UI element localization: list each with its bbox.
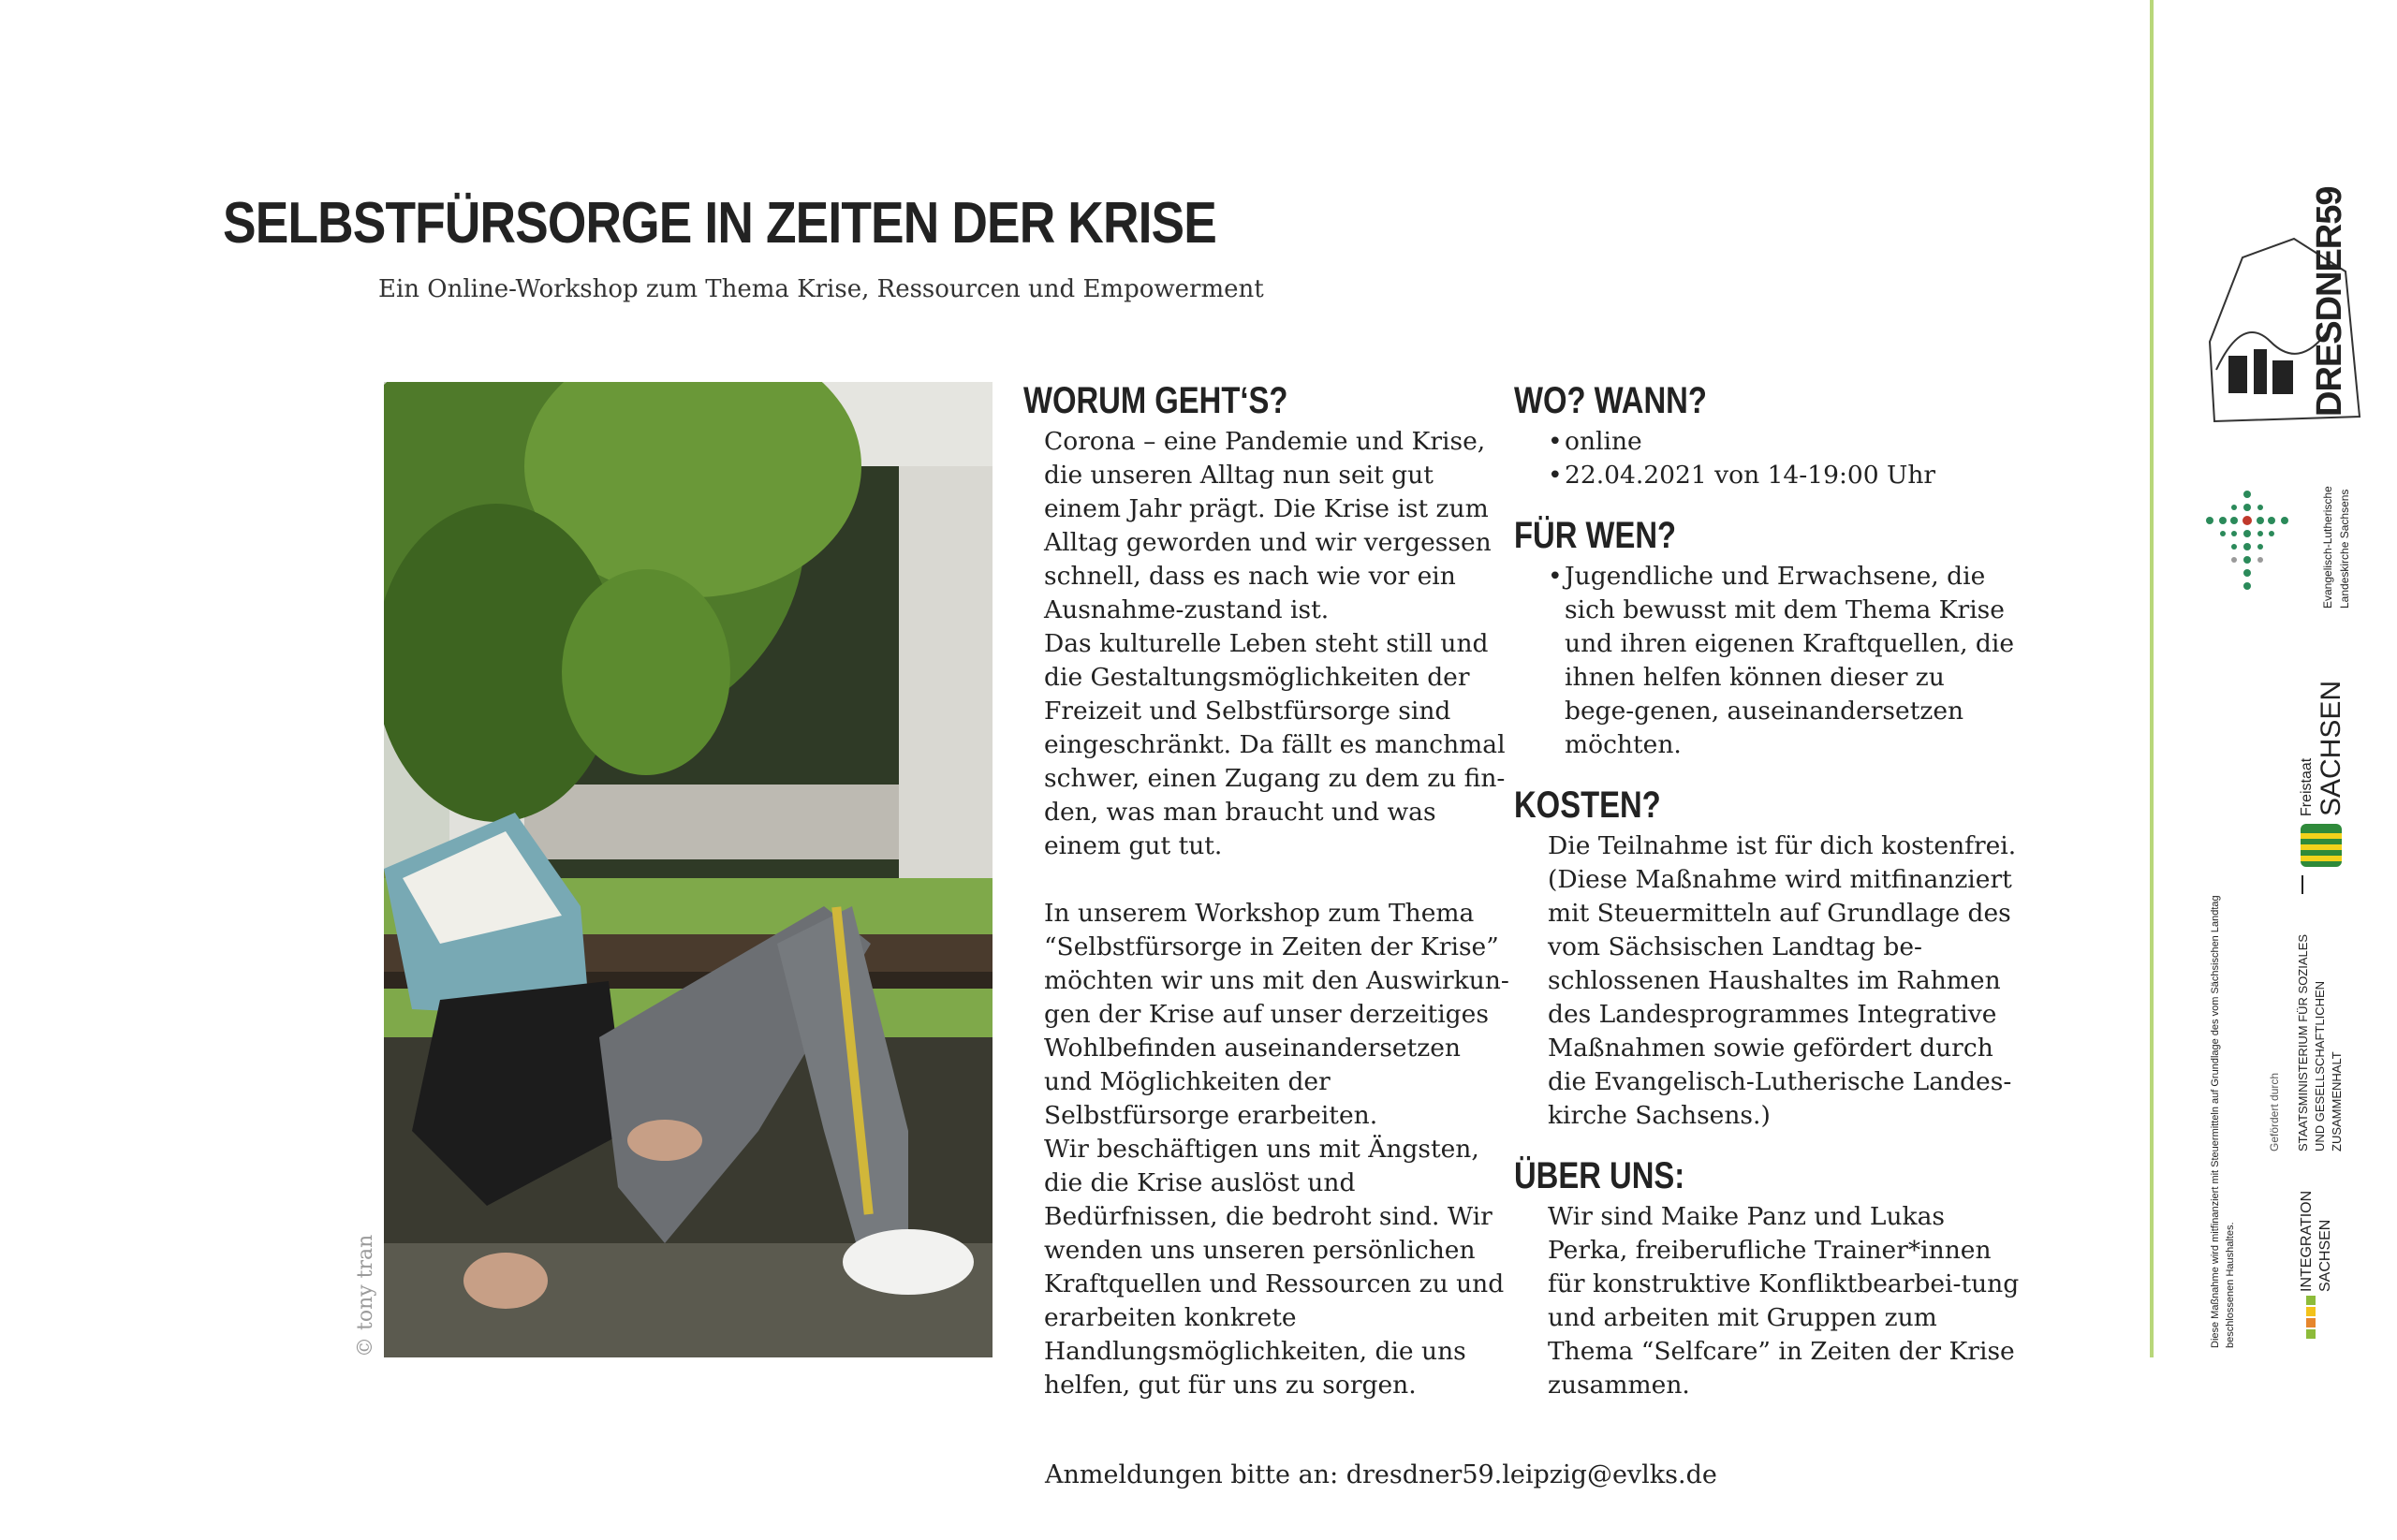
page-title: SELBSTFÜRSORGE IN ZEITEN DER KRISE <box>223 191 1216 256</box>
dresdner59-logo <box>2205 186 2364 426</box>
info-column <box>1514 382 2020 1427</box>
worum-paragraph: Corona – eine Pandemie und Krise, die unseren Alltag nun seit gut einem Jahr prägt. Die Krise ist zum Alltag geworden und wir vergessen schnell, dass es nach wie vor ein Ausnahme-zustand ist. <box>1044 427 1492 624</box>
kosten-section <box>1514 786 2020 1133</box>
hero-photo <box>384 382 993 1357</box>
worum-paragraph: Wir beschäftigen uns mit Ängsten, die die Krise auslöst und Bedürfnissen, die bedroht sind. Wir wenden uns unseren persönlichen Kraftquellen und Ressourcen zu und erarbeiten konkrete Handlungsmöglichkeiten, die uns helfen, gut für uns zu sorgen. <box>1044 1135 1505 1400</box>
church-name-line2: Landeskirche Sachsens <box>2338 489 2351 609</box>
kosten-text: Die Teilnahme ist für dich kostenfrei. (Diese Maßnahme wird mitfinanziert mit Steuermitteln auf Grundlage des vom Sächsischen Landtag be-schlossenen Haushaltes im Rahmen des Landesprogrammes Integrative Maßnahmen sowie gefördert durch die Evangelisch-Lutherische Landes-kirche Sachsens.) <box>1548 831 2017 1130</box>
list-item: • 22.04.2021 von 14-19:00 Uhr <box>1548 459 2020 492</box>
ueber-uns-text: Wir sind Maike Panz und Lukas Perka, freiberufliche Trainer*innen für konstruktive Konfliktbearbei-tung und arbeiten mit Gruppen zum Thema “Selfcare” in Zeiten der Krise zusammen. <box>1548 1202 2020 1400</box>
ueber-uns-heading: ÜBER UNS: <box>1514 1155 1685 1196</box>
wo-wann-section <box>1514 382 2020 492</box>
funding-note-line1: Diese Maßnahme wird mitfinanziert mit Steuermitteln auf Grundlage des vom Sächsischen Landtag <box>2210 895 2221 1348</box>
ueber-uns-section <box>1514 1157 2020 1402</box>
church-name-line1: Evangelisch-Lutherische <box>2321 486 2334 609</box>
dresdner59-wordmark: DRESDNER59 <box>2310 186 2349 417</box>
wo-wann-heading: WO? WANN? <box>1514 380 1707 421</box>
photo-credit: © tony tran <box>354 1234 377 1357</box>
sachsen-label: SACHSEN <box>2316 680 2346 816</box>
list-item: • online <box>1548 425 2020 459</box>
cross-dots-icon <box>2205 487 2289 599</box>
ministry-name-line2: UND GESELLSCHAFTLICHEN <box>2313 980 2327 1151</box>
ministry-name-line3: ZUSAMMENHALT <box>2330 1051 2344 1151</box>
registration-footer: Anmeldungen bitte an: dresdner59.leipzig@evlks.de <box>1045 1460 1717 1489</box>
church-logo <box>2205 487 2364 609</box>
worum-heading: WORUM GEHT‘S? <box>1023 380 1288 421</box>
freistaat-label: Freistaat <box>2299 757 2315 816</box>
kosten-heading: KOSTEN? <box>1514 785 1661 826</box>
ministry-name-line1: STAATSMINISTERIUM FÜR SOZIALES <box>2296 933 2310 1151</box>
gefoerdert-label: Gefördert durch <box>2268 1072 2281 1151</box>
worum-section <box>1023 382 1510 1402</box>
list-item: • Jugendliche und Erwachsene, die sich bewusst mit dem Thema Krise und ihren eigenen Kraftquellen, die ihnen helfen können dieser zu bege-genen, auseinandersetzen möchten. <box>1548 560 2020 762</box>
person-reading-photo <box>384 382 993 1357</box>
worum-paragraph: In unserem Workshop zum Thema “Selbstfürsorge in Zeiten der Krise” möchten wir uns mit den Auswirkun-gen der Krise auf unser derzeitiges Wohlbefinden auseinandersetzen und Möglichkeiten der Selbstfürsorge erarbeiten. <box>1044 899 1509 1130</box>
ministry-divider <box>2301 875 2303 894</box>
freistaat-sachsen-logo <box>2299 680 2355 871</box>
fuer-wen-section <box>1514 517 2020 762</box>
fuer-wen-heading: FÜR WEN? <box>1514 515 1677 556</box>
integration-label: INTEGRATION <box>2299 1190 2315 1292</box>
funding-note-line2: beschlossenen Haushaltes. <box>2225 1222 2236 1348</box>
integration-sachsen-logo <box>2299 1181 2355 1350</box>
integration-sachsen-label: SACHSEN <box>2317 1219 2333 1292</box>
worum-paragraph: Das kulturelle Leben steht still und die Gestaltungsmöglichkeiten der Freizeit und Selbstfürsorge sind eingeschränkt. Da fällt es manchmal schwer, einen Zugang zu dem zu fin-den, was man braucht und was einem gut tut. <box>1044 629 1506 860</box>
page-subtitle: Ein Online-Workshop zum Thema Krise, Ressourcen und Empowerment <box>378 275 1264 303</box>
divider-line <box>2150 0 2154 1357</box>
